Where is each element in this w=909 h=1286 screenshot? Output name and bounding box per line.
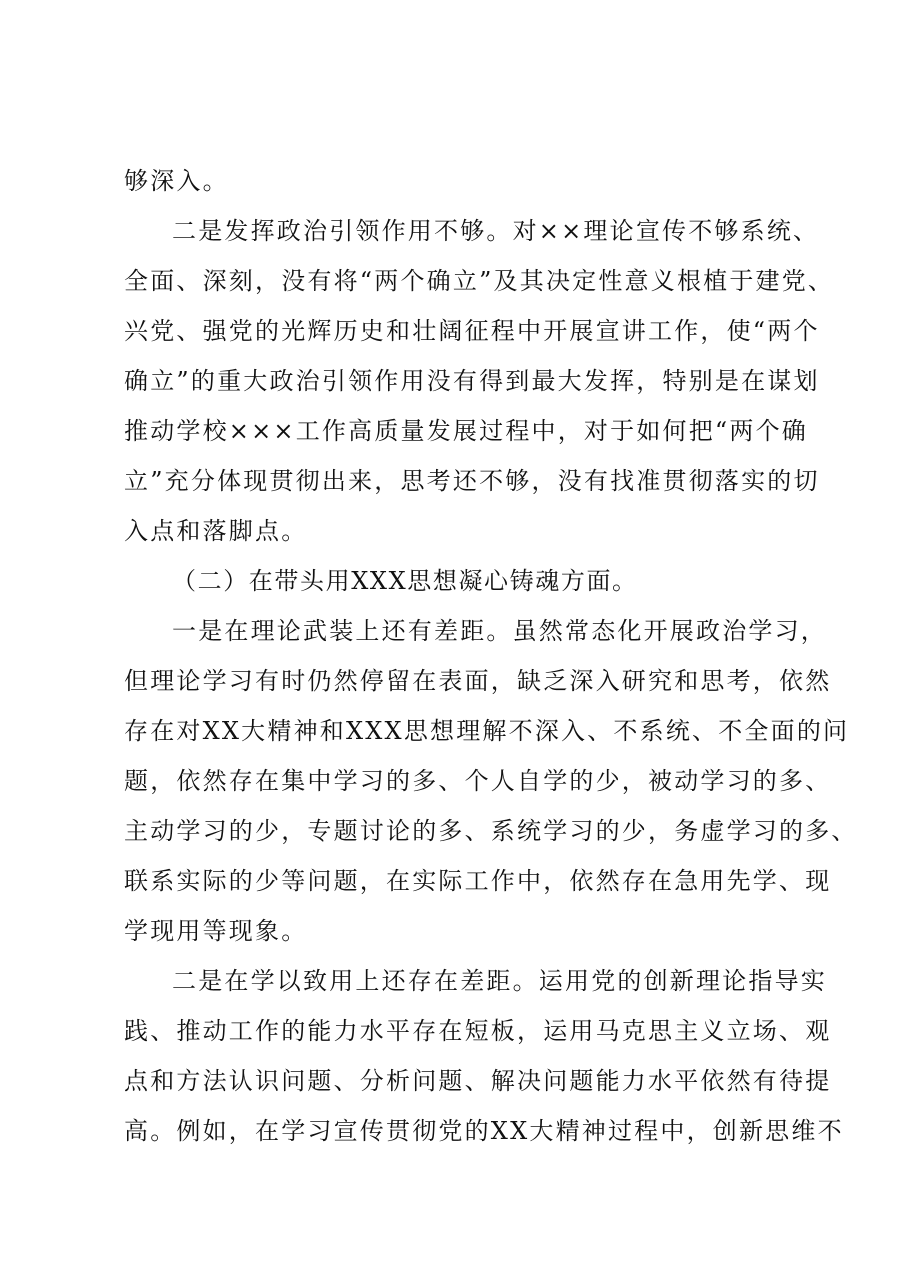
text-line-5: 确立”的重大政治引领作用没有得到最大发挥，特别是在谋划	[124, 367, 820, 395]
text-line-10: 一是在理论武装上还有差距。虽然常态化开展政治学习，	[172, 617, 827, 645]
text-line-18: 践、推动工作的能力水平存在短板，运用马克思主义立场、观	[124, 1017, 832, 1045]
section-heading: （二）在带头用XXX思想凝心铸魂方面。	[172, 567, 638, 595]
text-line-4: 兴党、强党的光辉历史和壮阔征程中开展宣讲工作，使“两个	[124, 317, 820, 345]
text-line-12: 存在对XX大精神和XXX思想理解不深入、不系统、不全面的问	[124, 717, 850, 745]
text-line-14: 主动学习的少，专题讨论的多、系统学习的少，务虚学习的多、	[124, 817, 858, 845]
text-line-1: 够深入。	[124, 167, 229, 195]
text-line-19: 点和方法认识问题、分析问题、解决问题能力水平依然有待提	[124, 1067, 832, 1095]
text-line-15: 联系实际的少等问题，在实际工作中，依然存在急用先学、现	[124, 867, 832, 895]
text-line-2: 二是发挥政治引领作用不够。对××理论宣传不够系统、	[172, 217, 820, 245]
text-line-11: 但理论学习有时仍然停留在表面，缺乏深入研究和思考，依然	[124, 667, 832, 695]
text-line-17: 二是在学以致用上还存在差距。运用党的创新理论指导实	[172, 967, 827, 995]
text-line-7: 立”充分体现贯彻出来，思考还不够，没有找准贯彻落实的切	[124, 467, 820, 495]
text-line-3: 全面、深刻，没有将“两个确立”及其决定性意义根植于建党、	[124, 267, 835, 295]
text-line-13: 题，依然存在集中学习的多、个人自学的少，被动学习的多、	[124, 767, 832, 795]
text-line-20: 高。例如，在学习宣传贯彻党的XX大精神过程中，创新思维不	[124, 1117, 844, 1145]
text-line-16: 学现用等现象。	[124, 917, 308, 945]
text-line-8: 入点和落脚点。	[124, 517, 308, 545]
text-line-6: 推动学校×××工作高质量发展过程中，对于如何把“两个确	[124, 417, 808, 445]
